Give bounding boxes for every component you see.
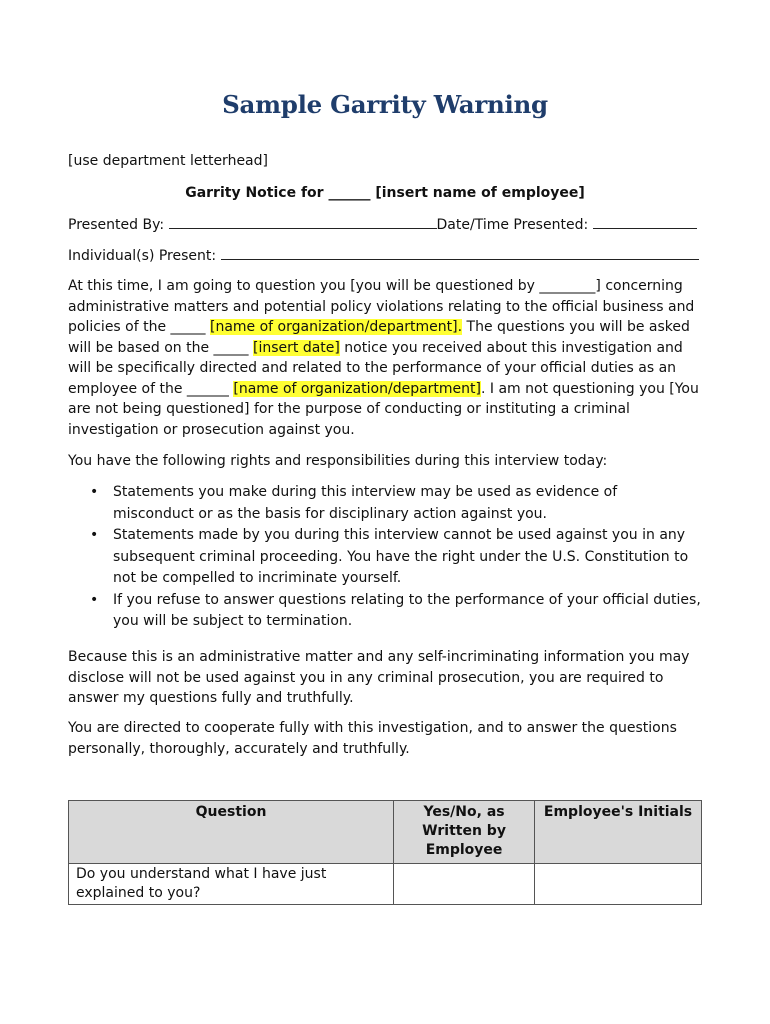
paragraph-administrative: Because this is an administrative matter and any self-incriminating information you may disclose will not be used against you in any criminal prosecution, you are required to answer my questions fully and truthfully.: [68, 649, 690, 706]
garrity-notice-line: [68, 183, 702, 203]
paragraph1-text-b: The questions you will be asked will be based on the _____: [68, 319, 690, 356]
letterhead-placeholder: [use department letterhead]: [68, 153, 268, 169]
list-item: [68, 590, 702, 633]
org-department-highlight: [name of organization/department].: [210, 319, 463, 335]
paragraph-rights-intro: You have the following rights and responsibilities during this interview today:: [68, 453, 608, 469]
paragraph1-text-d: . I am not questioning you [You are not being questioned] for the purpose of conducting or instituting a criminal investigation or prosecution against you.: [68, 380, 699, 438]
yes-no-answer-cell[interactable]: [394, 864, 535, 905]
table-header-row: [69, 801, 702, 864]
presented-by-label: Presented By:: [68, 217, 165, 233]
list-item: [68, 482, 702, 525]
paragraph1-text-c: notice you received about this investigation and will be specifically directed and related to the performance of your official duties as an employee of the ______: [68, 339, 683, 397]
bullet-icon: •: [90, 591, 99, 608]
bullet-icon: •: [90, 484, 99, 500]
individuals-present-line: [68, 245, 702, 266]
list-item: [68, 525, 702, 590]
individuals-label: Individual(s) Present:: [68, 248, 217, 264]
individuals-blank: [221, 245, 699, 260]
presented-by-blank: [169, 214, 437, 229]
rights-bullet-list: [68, 482, 702, 633]
initials-cell[interactable]: [535, 864, 702, 905]
header-question: Question: [69, 801, 394, 864]
question-cell: Do you understand what I have just explained to you?: [69, 864, 394, 905]
notice-prefix: Garrity Notice for: [185, 185, 324, 201]
notice-employee-placeholder: [insert name of employee]: [375, 185, 585, 201]
presented-by-line: [68, 214, 702, 235]
document-title: Sample Garrity Warning: [222, 90, 548, 119]
bullet-icon: •: [90, 527, 99, 543]
paragraph-questioning: [68, 276, 708, 440]
bullet-text: Statements made by you during this interview cannot be used against you in any subsequent criminal proceeding. You have the right under the U.S. Constitution to not be compelled to incriminate yourself.: [113, 527, 689, 586]
bullet-text: If you refuse to answer questions relating to the performance of your official duties, you will be subject to termination.: [113, 591, 701, 629]
header-initials: Employee's Initials: [535, 801, 702, 864]
org-department-highlight-2: [name of organization/department]: [233, 380, 481, 397]
insert-date-highlight: [insert date]: [253, 339, 340, 356]
paragraph1-text-a: At this time, I am going to question you [you will be questioned by ________] concerning administrative matters and potential policy violations relating to the official business and policies of the _____: [68, 278, 695, 335]
table-row: [69, 864, 702, 905]
date-time-label: Date/Time Presented:: [436, 217, 589, 233]
notice-blank: ______: [328, 185, 371, 201]
paragraph-directive: You are directed to cooperate fully with this investigation, and to answer the questions personally, thoroughly, accurately and truthfully.: [68, 720, 677, 757]
date-time-blank: [593, 214, 697, 229]
bullet-text: Statements you make during this interview may be used as evidence of misconduct or as the basis for disciplinary action against you.: [113, 484, 618, 522]
header-yes-no: Yes/No, as Written by Employee: [394, 801, 535, 864]
question-table: [68, 800, 702, 905]
